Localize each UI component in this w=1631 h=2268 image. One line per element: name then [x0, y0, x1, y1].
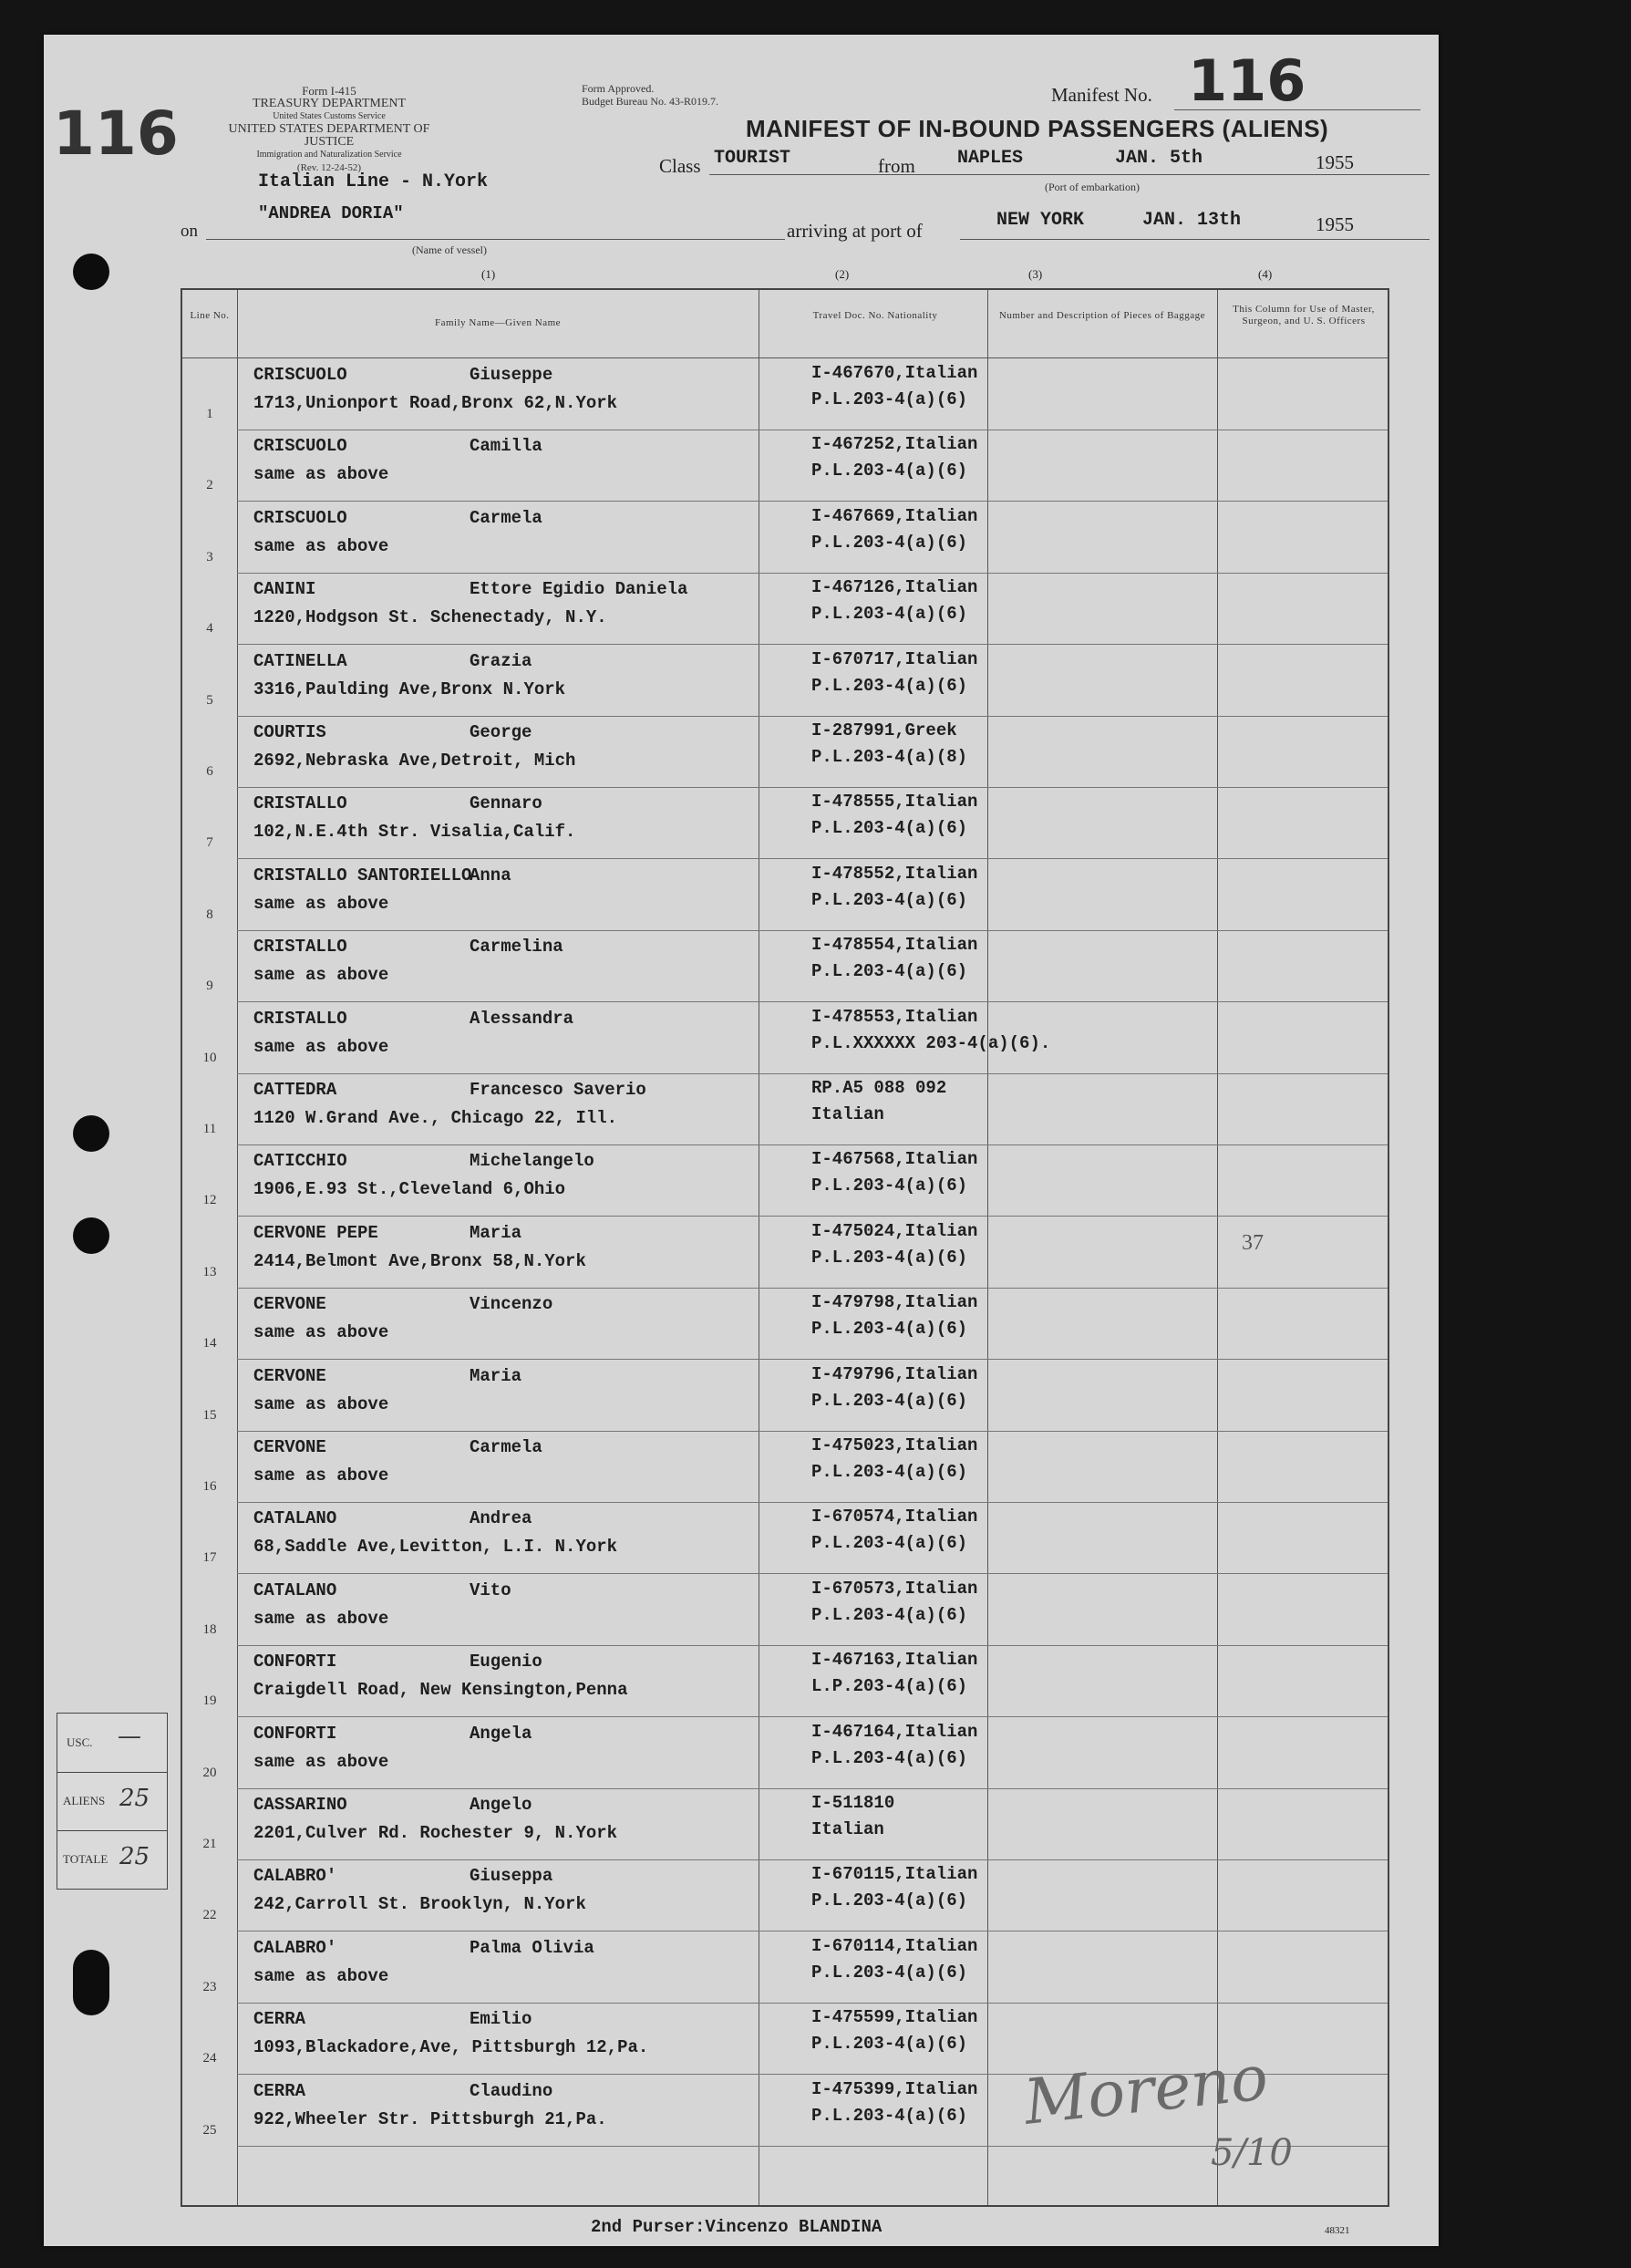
family-name: CATALANO: [253, 1579, 337, 1600]
family-name: CATTEDRA: [253, 1080, 337, 1100]
travel-doc: I-475023,Italian: [811, 1435, 978, 1455]
travel-doc: I-511810: [811, 1793, 895, 1813]
from-label: from: [878, 155, 915, 177]
travel-doc: I-478554,Italian: [811, 935, 978, 956]
address: same as above: [253, 1751, 389, 1772]
family-name: CANINI: [253, 579, 316, 600]
visa-law: P.L.203-4(a)(8): [811, 747, 968, 767]
manifest-no-underline: [1174, 109, 1420, 110]
col-header-baggage: Number and Description of Pieces of Baggage: [998, 310, 1206, 321]
line-number: 6: [206, 764, 213, 779]
table-row: [182, 1646, 1388, 1717]
budget-bureau: Budget Bureau No. 43-R019.7.: [582, 95, 718, 108]
line-number: 1: [206, 407, 213, 421]
given-name: Anna: [470, 865, 511, 885]
visa-law: P.L.203-4(a)(6): [811, 1747, 968, 1768]
given-name: Grazia: [470, 650, 532, 671]
line-number: 21: [202, 1837, 217, 1851]
on-label: on: [181, 222, 198, 241]
address: 242,Carroll St. Brooklyn, N.York: [253, 1894, 586, 1915]
line-number: 20: [202, 1765, 217, 1780]
form-approval: [582, 82, 746, 108]
travel-doc: I-670573,Italian: [811, 1578, 978, 1599]
line-number: 10: [202, 1050, 217, 1065]
address: Craigdell Road, New Kensington,Penna: [253, 1680, 628, 1701]
given-name: Michelangelo: [470, 1151, 594, 1172]
manifest-title: MANIFEST OF IN-BOUND PASSENGERS (ALIENS): [746, 115, 1329, 142]
travel-doc: I-475024,Italian: [811, 1220, 978, 1241]
line-number: 4: [206, 621, 213, 637]
arriving-label: arriving at port of: [787, 220, 923, 242]
given-name: Giuseppe: [470, 365, 553, 385]
visa-law: P.L.203-4(a)(6): [811, 1462, 968, 1482]
line-number: 16: [202, 1479, 217, 1494]
address: 2201,Culver Rd. Rochester 9, N.York: [253, 1823, 618, 1843]
line-number: 24: [202, 2051, 217, 2066]
address: same as above: [253, 1608, 389, 1629]
embark-date: JAN. 5th: [1115, 148, 1203, 169]
given-name: Francesco Saverio: [470, 1080, 646, 1100]
table-row: [182, 1361, 1388, 1432]
family-name: CRISTALLO: [253, 937, 347, 958]
visa-law: P.L.203-4(a)(6): [811, 604, 968, 625]
given-name: Giuseppa: [470, 1866, 553, 1887]
given-name: Emilio: [470, 2009, 532, 2030]
address: same as above: [253, 464, 389, 485]
family-name: CALABRO': [253, 1937, 337, 1958]
address: 922,Wheeler Str. Pittsburgh 21,Pa.: [253, 2108, 607, 2129]
travel-doc: I-478553,Italian: [811, 1006, 978, 1027]
address: 68,Saddle Ave,Levitton, L.I. N.York: [253, 1537, 618, 1558]
manifest-no-label: Manifest No.: [1051, 84, 1152, 106]
travel-doc: I-287991,Greek: [811, 720, 957, 740]
tally-box: [57, 1713, 168, 1890]
port-embark-note: (Port of embarkation): [1045, 181, 1140, 193]
family-name: CONFORTI: [253, 1652, 337, 1673]
line-number: 8: [206, 906, 213, 922]
line-number: 17: [202, 1550, 217, 1566]
travel-doc: I-670115,Italian: [811, 1864, 978, 1885]
travel-doc: I-479796,Italian: [811, 1363, 978, 1384]
travel-doc: I-670574,Italian: [811, 1507, 978, 1528]
punch-hole: [73, 1950, 109, 2015]
punch-hole: [73, 1115, 109, 1152]
table-row: [182, 1503, 1388, 1574]
travel-doc: RP.A5 088 092: [811, 1078, 947, 1098]
travel-doc: I-467670,Italian: [811, 363, 978, 383]
family-name: CERRA: [253, 2009, 306, 2030]
tally-usc: USC. —: [57, 1714, 167, 1773]
given-name: Angelo: [470, 1795, 532, 1815]
family-name: CERVONE PEPE: [253, 1222, 378, 1243]
given-name: Alessandra: [470, 1008, 574, 1029]
line-number: 3: [206, 549, 213, 564]
given-name: Gennaro: [470, 793, 542, 814]
manifest-sheet: [44, 35, 1439, 2246]
family-name: CRISTALLO SANTORIELLO: [253, 865, 472, 885]
address: 1220,Hodgson St. Schenectady, N.Y.: [253, 607, 607, 628]
family-name: CERVONE: [253, 1294, 326, 1315]
table-row: [182, 1145, 1388, 1217]
embark-year: 1955: [1316, 151, 1354, 173]
table-row: [182, 574, 1388, 645]
given-name: Vincenzo: [470, 1294, 553, 1315]
table-row: [182, 931, 1388, 1002]
table-row: [182, 717, 1388, 788]
form-header-left: [215, 85, 443, 174]
address: 2692,Nebraska Ave,Detroit, Mich: [253, 751, 576, 771]
vessel-name: "ANDREA DORIA": [258, 203, 404, 223]
line-number: 12: [202, 1193, 217, 1208]
customs-service: United States Customs Service: [273, 111, 386, 121]
family-name: COURTIS: [253, 722, 326, 742]
family-name: CRISTALLO: [253, 1008, 347, 1029]
col-header-officers: This Column for Use of Master, Surgeon, and U. S. Officers: [1233, 304, 1375, 326]
given-name: Carmela: [470, 507, 542, 528]
line-number: 15: [202, 1407, 217, 1423]
line-number: 23: [202, 1979, 217, 1994]
table-row: [182, 502, 1388, 574]
table-row: [182, 1003, 1388, 1074]
initials: 5/10: [1211, 2132, 1293, 2174]
table-row: [182, 1932, 1388, 2004]
tally-totale: TOTALE 25: [63, 1843, 150, 1870]
given-name: Vito: [470, 1579, 511, 1600]
visa-law: P.L.203-4(a)(6): [811, 818, 968, 839]
visa-law: P.L.203-4(a)(6): [811, 1890, 968, 1911]
given-name: Eugenio: [470, 1652, 542, 1673]
visa-law: L.P.203-4(a)(6): [811, 1676, 968, 1697]
class-value: TOURIST: [714, 148, 791, 169]
family-name: CRISCUOLO: [253, 365, 347, 385]
address: same as above: [253, 1393, 389, 1414]
visa-law: P.L.XXXXXX 203-4(a)(6).: [811, 1032, 1051, 1053]
class-underline: [709, 174, 1430, 175]
class-label: Class: [659, 155, 701, 177]
travel-doc: I-475399,Italian: [811, 2078, 978, 2099]
col-header-name: Family Name—Given Name: [434, 317, 562, 328]
visa-law: P.L.203-4(a)(6): [811, 2105, 968, 2126]
travel-doc: I-467252,Italian: [811, 434, 978, 455]
given-name: George: [470, 722, 532, 742]
table-row: [182, 1575, 1388, 1646]
vessel-note: (Name of vessel): [412, 243, 487, 256]
family-name: CATICCHIO: [253, 1151, 347, 1172]
punch-hole: [73, 254, 109, 290]
visa-law: Italian: [811, 1104, 884, 1124]
address: same as above: [253, 1465, 389, 1486]
manifest-number: 116: [1188, 47, 1306, 114]
form-revision: (Rev. 12-24-52): [296, 162, 362, 173]
table-row: [182, 1074, 1388, 1145]
visa-law: P.L.203-4(a)(6): [811, 961, 968, 982]
visa-law: P.L.203-4(a)(6): [811, 1390, 968, 1411]
visa-law: P.L.203-4(a)(6): [811, 889, 968, 910]
visa-law: P.L.203-4(a)(6): [811, 1962, 968, 1983]
family-name: CATALANO: [253, 1508, 337, 1529]
footer-code: 48321: [1325, 2225, 1350, 2236]
given-name: Carmelina: [470, 937, 563, 958]
family-name: CRISCUOLO: [253, 507, 347, 528]
arrival-port: NEW YORK: [996, 210, 1085, 231]
table-row: [182, 1718, 1388, 1789]
address: same as above: [253, 965, 389, 986]
family-name: CONFORTI: [253, 1723, 337, 1744]
shipping-line: Italian Line - N.York: [258, 171, 489, 192]
table-row: [182, 359, 1388, 430]
line-number: 5: [206, 692, 213, 708]
travel-doc: I-467568,Italian: [811, 1149, 978, 1170]
col-number-4: (4): [1258, 267, 1273, 281]
family-name: CALABRO': [253, 1866, 337, 1887]
arrival-date: JAN. 13th: [1142, 210, 1242, 231]
line-number: 13: [202, 1264, 217, 1279]
address: same as above: [253, 535, 389, 556]
table-row: [182, 1432, 1388, 1503]
address: 1713,Unionport Road,Bronx 62,N.York: [253, 393, 618, 413]
table-row: [182, 1789, 1388, 1860]
col-number-1: (1): [481, 267, 496, 281]
address: same as above: [253, 893, 389, 914]
tally-aliens: ALIENS 25: [57, 1772, 167, 1831]
travel-doc: I-670717,Italian: [811, 648, 978, 669]
purser-line: 2nd Purser:Vincenzo BLANDINA: [591, 2217, 883, 2237]
given-name: Carmela: [470, 1437, 542, 1457]
line-number: 18: [202, 1621, 217, 1637]
visa-law: Italian: [811, 1819, 884, 1839]
line-number: 11: [202, 1122, 217, 1136]
travel-doc: I-467126,Italian: [811, 577, 978, 598]
given-name: Palma Olivia: [470, 1937, 594, 1958]
col-header-line: Line No.: [190, 310, 230, 321]
margin-note: 37: [1242, 1231, 1264, 1255]
given-name: Angela: [470, 1723, 532, 1744]
table-row: [182, 788, 1388, 859]
travel-doc: I-467164,Italian: [811, 1721, 978, 1742]
arrival-year: 1955: [1316, 213, 1354, 235]
justice-dept: UNITED STATES DEPARTMENT OF JUSTICE: [228, 122, 430, 149]
table-row: [182, 1217, 1388, 1289]
table-row: [182, 1860, 1388, 1931]
travel-doc: I-478552,Italian: [811, 863, 978, 884]
line-number: 19: [202, 1693, 217, 1709]
family-name: CERVONE: [253, 1437, 326, 1457]
visa-law: P.L.203-4(a)(6): [811, 1604, 968, 1625]
line-number: 2: [206, 478, 213, 493]
travel-doc: I-467669,Italian: [811, 505, 978, 526]
address: same as above: [253, 1036, 389, 1057]
col-number-3: (3): [1028, 267, 1043, 281]
table-row: [182, 646, 1388, 717]
line-number: 25: [202, 2122, 217, 2138]
family-name: CERRA: [253, 2080, 306, 2101]
stamped-manifest-number: 116: [53, 98, 179, 169]
line-number: 14: [202, 1336, 217, 1351]
signature: Moreno: [1020, 2042, 1272, 2139]
ins-service: Immigration and Naturalization Service: [256, 150, 402, 160]
line-number: 9: [206, 979, 213, 994]
address: same as above: [253, 1965, 389, 1986]
visa-law: P.L.203-4(a)(6): [811, 532, 968, 553]
family-name: CRISCUOLO: [253, 436, 347, 457]
visa-law: P.L.203-4(a)(6): [811, 461, 968, 482]
address: 102,N.E.4th Str. Visalia,Calif.: [253, 822, 576, 843]
travel-doc: I-475599,Italian: [811, 2007, 978, 2028]
form-approved: Form Approved.: [582, 82, 655, 95]
travel-doc: I-670114,Italian: [811, 1935, 978, 1956]
given-name: Maria: [470, 1222, 522, 1243]
address: 1120 W.Grand Ave., Chicago 22, Ill.: [253, 1108, 618, 1128]
address: same as above: [253, 1322, 389, 1343]
passenger-table: [181, 288, 1389, 2207]
family-name: CATINELLA: [253, 650, 347, 671]
given-name: Maria: [470, 1365, 522, 1386]
travel-doc: I-478555,Italian: [811, 792, 978, 813]
given-name: Andrea: [470, 1508, 532, 1529]
table-row: [182, 860, 1388, 931]
arrival-underline: [960, 239, 1430, 240]
family-name: CASSARINO: [253, 1795, 347, 1815]
given-name: Ettore Egidio Daniela: [470, 579, 688, 600]
address: 1093,Blackadore,Ave, Pittsburgh 12,Pa.: [253, 2037, 649, 2058]
table-row: [182, 1289, 1388, 1360]
visa-law: P.L.203-4(a)(6): [811, 1533, 968, 1554]
embark-port: NAPLES: [957, 148, 1024, 169]
visa-law: P.L.203-4(a)(6): [811, 1175, 968, 1196]
family-name: CRISTALLO: [253, 793, 347, 814]
travel-doc: I-467163,Italian: [811, 1650, 978, 1671]
col-number-2: (2): [835, 267, 850, 281]
line-number: 7: [206, 835, 213, 851]
visa-law: P.L.203-4(a)(6): [811, 1247, 968, 1268]
line-number: 22: [202, 1908, 217, 1923]
given-name: Claudino: [470, 2080, 553, 2101]
visa-law: P.L.203-4(a)(6): [811, 389, 968, 409]
address: 2414,Belmont Ave,Bronx 58,N.York: [253, 1250, 586, 1271]
visa-law: P.L.203-4(a)(6): [811, 1319, 968, 1340]
form-number: Form I-415: [302, 84, 356, 98]
table-row: [182, 430, 1388, 502]
col-header-doc: Travel Doc. No. Nationality: [812, 310, 938, 321]
vessel-underline: [206, 239, 785, 240]
travel-doc: I-479798,Italian: [811, 1292, 978, 1313]
given-name: Camilla: [470, 436, 542, 457]
visa-law: P.L.203-4(a)(6): [811, 675, 968, 696]
punch-hole: [73, 1217, 109, 1254]
visa-law: P.L.203-4(a)(6): [811, 2034, 968, 2055]
address: 3316,Paulding Ave,Bronx N.York: [253, 678, 566, 699]
family-name: CERVONE: [253, 1365, 326, 1386]
treasury-dept: TREASURY DEPARTMENT: [252, 97, 407, 110]
address: 1906,E.93 St.,Cleveland 6,Ohio: [253, 1179, 566, 1200]
